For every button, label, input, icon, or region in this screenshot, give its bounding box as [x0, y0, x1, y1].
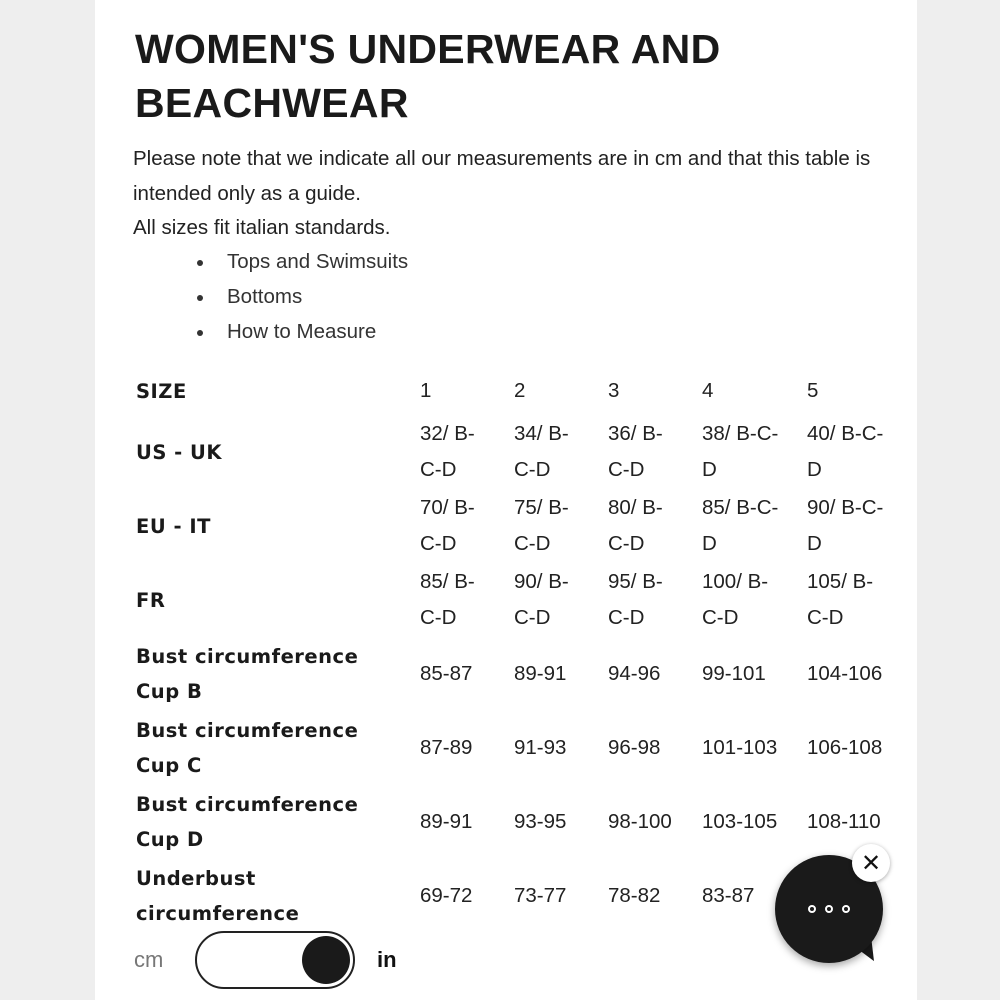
- link-how-to-measure[interactable]: How to Measure: [195, 315, 408, 350]
- cell-line: 70/ B-: [420, 496, 475, 519]
- cell-line: 75/ B-: [514, 496, 569, 519]
- table-cell: [420, 804, 472, 840]
- table-cell: [420, 564, 475, 636]
- cell-line: 89-91: [420, 810, 473, 833]
- cell-line: 78-82: [608, 884, 661, 907]
- row-label: [136, 639, 358, 709]
- cell-line: 80/ B-: [608, 496, 663, 519]
- cell-line: 101-103: [702, 736, 778, 759]
- cell-line: C-D: [514, 532, 551, 555]
- table-cell: [608, 656, 660, 692]
- cell-line: 73-77: [514, 884, 567, 907]
- cell-line: 96-98: [608, 736, 661, 759]
- table-cell: [514, 656, 566, 692]
- unit-toggle[interactable]: [195, 931, 355, 989]
- cell-line: 87-89: [420, 736, 473, 759]
- page-title: WOMEN'S UNDERWEAR AND BEACHWEAR: [135, 26, 721, 126]
- row-label: [136, 374, 187, 409]
- cell-line: 95/ B-: [608, 570, 663, 593]
- table-cell: [702, 373, 713, 409]
- table-cell: [514, 373, 525, 409]
- cell-line: C-D: [420, 606, 457, 629]
- table-cell: [514, 490, 569, 562]
- cell-line: C-D: [514, 458, 551, 481]
- cell-line: D: [807, 458, 822, 481]
- cell-line: C-D: [807, 606, 844, 629]
- table-cell: [702, 564, 768, 636]
- table-cell: [514, 416, 569, 488]
- cell-line: 34/ B-: [514, 422, 569, 445]
- table-cell: [807, 416, 883, 488]
- link-bottoms[interactable]: Bottoms: [195, 280, 408, 315]
- cell-line: 108-110: [807, 810, 881, 833]
- row-label-line: Bust circumference: [136, 793, 359, 816]
- cell-line: C-D: [420, 458, 457, 481]
- row-label-line: SIZE: [136, 379, 187, 403]
- row-label-line: Underbust: [136, 867, 256, 890]
- cell-line: 1: [420, 379, 432, 402]
- measurement-note: [133, 142, 913, 246]
- table-cell: [608, 373, 619, 409]
- row-label-line: circumference: [136, 902, 300, 925]
- cell-line: 69-72: [420, 884, 473, 907]
- table-cell: [608, 878, 660, 914]
- cell-line: 105/ B-: [807, 570, 874, 593]
- cell-line: 106-108: [807, 736, 883, 759]
- table-cell: [514, 878, 566, 914]
- table-cell: [608, 730, 660, 766]
- row-label-line: US - UK: [136, 440, 222, 464]
- table-cell: [420, 490, 475, 562]
- table-cell: [807, 656, 882, 692]
- row-label-line: Cup C: [136, 754, 202, 777]
- row-label-line: Cup D: [136, 828, 204, 851]
- table-cell: [807, 564, 873, 636]
- table-cell: [702, 490, 778, 562]
- cell-line: 85/ B-C-: [702, 496, 779, 519]
- cell-line: D: [702, 532, 717, 555]
- unit-cm-label[interactable]: cm: [134, 947, 164, 972]
- size-guide-page: [95, 0, 917, 1000]
- row-label: [136, 787, 358, 857]
- cell-line: 100/ B-: [702, 570, 769, 593]
- table-cell: [514, 730, 566, 766]
- note-standards: All sizes fit italian standards.: [133, 216, 391, 239]
- toggle-knob: [302, 936, 350, 984]
- cell-line: 85/ B-: [420, 570, 475, 593]
- row-label-line: FR: [136, 588, 166, 612]
- cell-line: 98-100: [608, 810, 672, 833]
- cell-line: C-D: [608, 532, 645, 555]
- cell-line: 94-96: [608, 662, 661, 685]
- table-cell: [420, 656, 472, 692]
- table-cell: [420, 373, 431, 409]
- table-cell: [420, 730, 472, 766]
- cell-line: 85-87: [420, 662, 473, 685]
- cell-line: C-D: [608, 458, 645, 481]
- cell-line: 32/ B-: [420, 422, 475, 445]
- cell-line: C-D: [608, 606, 645, 629]
- table-cell: [702, 878, 754, 914]
- cell-line: 40/ B-C-: [807, 422, 884, 445]
- note-text: Please note that we indicate all our measurements are in cm and that this table is intended only as a guide.: [133, 147, 871, 205]
- table-cell: [807, 730, 882, 766]
- table-cell: [514, 804, 566, 840]
- cell-line: 90/ B-C-: [807, 496, 884, 519]
- table-cell: [514, 564, 569, 636]
- row-label-line: Cup B: [136, 680, 203, 703]
- row-label: [136, 713, 358, 783]
- cell-line: C-D: [420, 532, 457, 555]
- cell-line: 2: [514, 379, 526, 402]
- cell-line: 89-91: [514, 662, 567, 685]
- row-label: [136, 583, 165, 618]
- cell-line: 93-95: [514, 810, 567, 833]
- cell-line: C-D: [702, 606, 739, 629]
- row-label: [136, 509, 211, 544]
- row-label: [136, 861, 299, 931]
- cell-line: 38/ B-C-: [702, 422, 779, 445]
- section-links: [195, 245, 408, 349]
- table-cell: [608, 564, 663, 636]
- table-cell: [807, 804, 881, 840]
- table-cell: [702, 416, 778, 488]
- cell-line: 36/ B-: [608, 422, 663, 445]
- cell-line: C-D: [514, 606, 551, 629]
- table-cell: [702, 656, 766, 692]
- cell-line: D: [807, 532, 822, 555]
- cell-line: D: [702, 458, 717, 481]
- table-cell: [702, 804, 777, 840]
- table-cell: [807, 373, 818, 409]
- cell-line: 4: [702, 379, 714, 402]
- table-cell: [807, 490, 883, 562]
- table-cell: [608, 416, 663, 488]
- table-cell: [608, 490, 663, 562]
- row-label-line: Bust circumference: [136, 719, 359, 742]
- unit-in-label[interactable]: in: [377, 947, 397, 972]
- table-cell: [420, 416, 475, 488]
- table-cell: [420, 878, 472, 914]
- row-label-line: EU - IT: [136, 514, 211, 538]
- cell-line: 3: [608, 379, 620, 402]
- cell-line: 99-101: [702, 662, 766, 685]
- cell-line: 83-87: [702, 884, 755, 907]
- cell-line: 90/ B-: [514, 570, 569, 593]
- close-icon[interactable]: ✕: [852, 844, 890, 882]
- row-label: [136, 435, 222, 470]
- cell-line: 104-106: [807, 662, 883, 685]
- cell-line: 5: [807, 379, 819, 402]
- link-tops-swimsuits[interactable]: Tops and Swimsuits: [195, 245, 408, 280]
- table-cell: [702, 730, 777, 766]
- cell-line: 91-93: [514, 736, 567, 759]
- cell-line: 103-105: [702, 810, 778, 833]
- row-label-line: Bust circumference: [136, 645, 359, 668]
- table-cell: [608, 804, 672, 840]
